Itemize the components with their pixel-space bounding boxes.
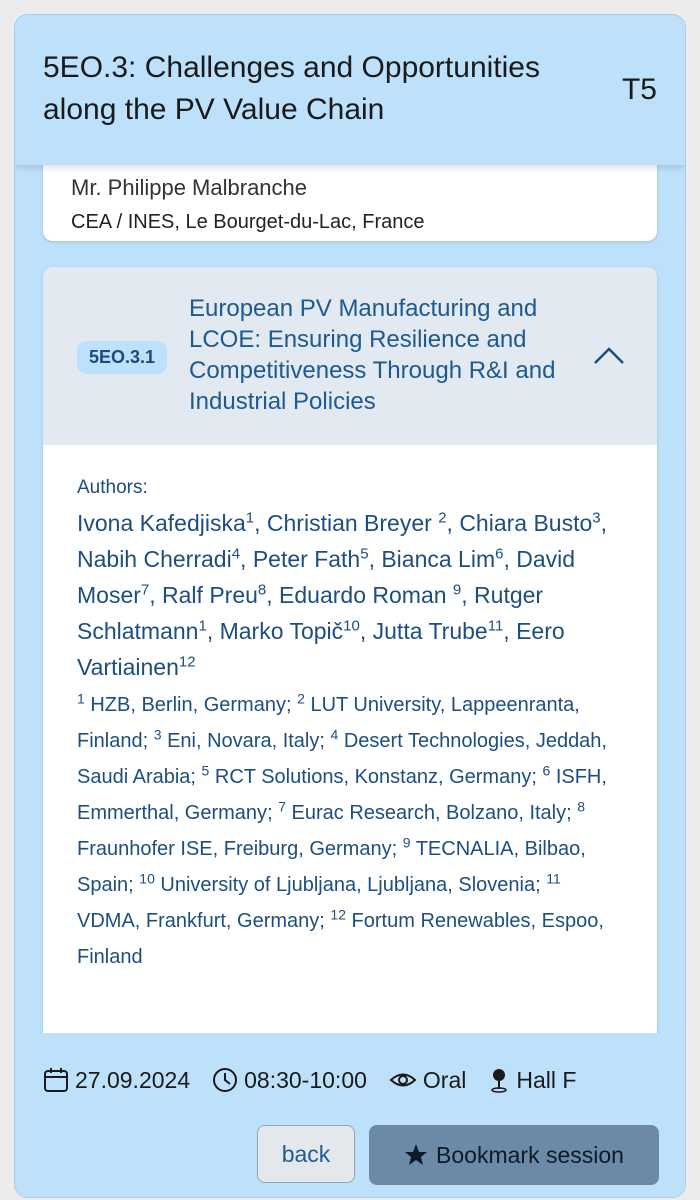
author-affiliation-number: 2 — [438, 509, 447, 527]
clock-icon — [212, 1067, 238, 1093]
author-name: Nabih Cherradi — [77, 546, 232, 572]
eye-icon — [389, 1067, 417, 1093]
presentation-title[interactable]: European PV Manufacturing and LCOE: Ensuring Resilience and Competitiveness Through R&I and Industrial Policies — [189, 295, 556, 415]
authors-list: Ivona Kafedjiska$^1$, Christian Breyer $^2$, Chiara Busto$^3$, Nabih Cherradi$^4$, Peter Fath$^5$, Bianca Lim$^6$, David Moser$^7$, Ralf Preu$^8$, Eduardo Roman $^9$, Rutger Schlatmann$^1$, Marko Topič$^{10}$, Jutta Trube$^{11}$, Eero Vartiainen$^{12}$ — [77, 509, 608, 680]
author-affiliation-number: 7 — [140, 581, 150, 599]
affiliation-number: 9 — [402, 834, 411, 851]
affiliation-number: 11 — [546, 870, 561, 887]
author-name: Marko Topič — [219, 618, 344, 644]
author-affiliation-number: 12 — [178, 653, 196, 671]
chair-name: Mr. Philippe Malbranche — [71, 175, 308, 200]
meta-location-text: Hall F — [516, 1066, 577, 1093]
affiliation-text: HZB, Berlin, Germany — [84, 694, 286, 716]
author-name: Jutta Trube — [372, 618, 488, 644]
affiliation-number: 12 — [330, 906, 346, 923]
presentation-body — [77, 477, 627, 975]
author-name: Bianca Lim — [381, 546, 496, 572]
affiliation-text: RCT Solutions, Konstanz, Germany — [209, 766, 532, 788]
presentation-header[interactable] — [43, 267, 657, 445]
affiliation-text: Desert Technologies, Jeddah, Saudi Arabia — [77, 730, 607, 788]
affiliation-text: Eni, Novara, Italy — [161, 730, 320, 752]
author-name: Peter Fath — [252, 546, 361, 572]
presentation-code-badge: 5EO.3.1 — [77, 341, 167, 374]
affiliation-number: 10 — [139, 870, 155, 887]
author-affiliation-number: 1 — [245, 509, 255, 527]
author-affiliation-number: 6 — [495, 545, 504, 563]
affiliation-number: 3 — [153, 726, 162, 743]
affiliation-number: 4 — [330, 726, 339, 743]
affiliation-text: LUT University, Lappeenranta, Finland — [77, 694, 580, 752]
bookmark-session-label: Bookmark session — [436, 1141, 624, 1168]
affiliation-text: University of Ljubljana, Ljubljana, Slovenia — [154, 874, 536, 896]
pin-icon — [488, 1067, 510, 1093]
back-button[interactable]: back — [257, 1125, 355, 1183]
affiliation-number: 7 — [278, 798, 286, 815]
affiliation-number: 6 — [542, 762, 551, 779]
author-affiliation-number: 4 — [231, 545, 241, 563]
affiliation-number: 5 — [201, 762, 210, 779]
meta-location — [488, 1067, 576, 1094]
meta-type — [389, 1067, 466, 1094]
meta-type-text: Oral — [422, 1066, 467, 1093]
session-detail-panel — [14, 14, 686, 1198]
author-name: Rutger Schlatmann — [77, 582, 544, 644]
author-affiliation-number: 1 — [198, 617, 207, 635]
meta-date-text: 27.09.2024 — [75, 1066, 191, 1093]
session-title: 5EO.3: Challenges and Opportunities along the PV Value Chain — [43, 51, 540, 126]
affiliation-text: Eurac Research, Bolzano, Italy — [285, 802, 567, 824]
affiliation-text: Fortum Renewables, Espoo, Finland — [77, 910, 604, 968]
meta-date — [43, 1067, 190, 1094]
presentation-card — [43, 267, 657, 1045]
meta-time-text: 08:30-10:00 — [244, 1066, 367, 1093]
author-affiliation-number: 5 — [360, 545, 369, 563]
affiliations-list: $^1$ HZB, Berlin, Germany; $^2$ LUT University, Lappeenranta, Finland; $^3$ Eni, Novara, Italy; $^4$ Desert Technologies, Jeddah, Saudi Arabia; $^5$ RCT Solutions, Konstanz, Germany; $^6$ ISFH, Emmerthal, Germany; $^7$ Eurac Research, Bolzano, Italy; $^8$ Fraunhofer ISE, Freiburg, Germany; $^9$ TECNALIA, Bilbao, Spain; $^{10}$ University of Ljubljana, Ljubljana, Slovenia; $^{11}$ VDMA, Frankfurt, Germany; $^{12}$ Fortum Renewables, Espoo, Finland — [77, 690, 607, 968]
affiliation-number: 8 — [577, 798, 586, 815]
session-header — [15, 15, 685, 165]
session-scroll-area[interactable] — [15, 15, 685, 1045]
affiliation-number: 1 — [77, 690, 85, 707]
calendar-icon — [43, 1067, 69, 1093]
author-affiliation-number: 3 — [592, 509, 601, 527]
star-icon — [404, 1143, 428, 1167]
author-affiliation-number: 10 — [343, 617, 360, 635]
author-name: Christian Breyer — [266, 510, 439, 536]
affiliation-text: ISFH, Emmerthal, Germany — [77, 766, 607, 824]
affiliation-text: VDMA, Frankfurt, Germany — [77, 910, 320, 932]
author-affiliation-number: 9 — [452, 581, 462, 599]
authors-label: Authors: — [77, 477, 148, 498]
author-name: Ralf Preu — [162, 582, 258, 608]
session-track: T5 — [621, 73, 657, 106]
meta-time — [212, 1067, 367, 1094]
session-meta — [43, 1065, 598, 1095]
chevron-up-icon[interactable] — [591, 343, 627, 367]
author-affiliation-number: 8 — [257, 581, 267, 599]
session-footer — [15, 1033, 685, 1198]
author-affiliation-number: 11 — [487, 617, 504, 635]
author-name: Eduardo Roman — [279, 582, 453, 608]
author-name: David Moser — [77, 546, 576, 608]
author-name: Eero Vartiainen — [77, 618, 565, 680]
bookmark-session-button[interactable] — [369, 1125, 659, 1185]
author-name: Ivona Kafedjiska — [77, 510, 246, 536]
chair-affiliation: CEA / INES, Le Bourget-du-Lac, France — [71, 211, 425, 233]
affiliation-text: Fraunhofer ISE, Freiburg, Germany — [77, 838, 392, 860]
affiliation-number: 2 — [297, 690, 305, 707]
author-name: Chiara Busto — [459, 510, 593, 536]
affiliation-text: TECNALIA, Bilbao, Spain — [77, 838, 586, 896]
